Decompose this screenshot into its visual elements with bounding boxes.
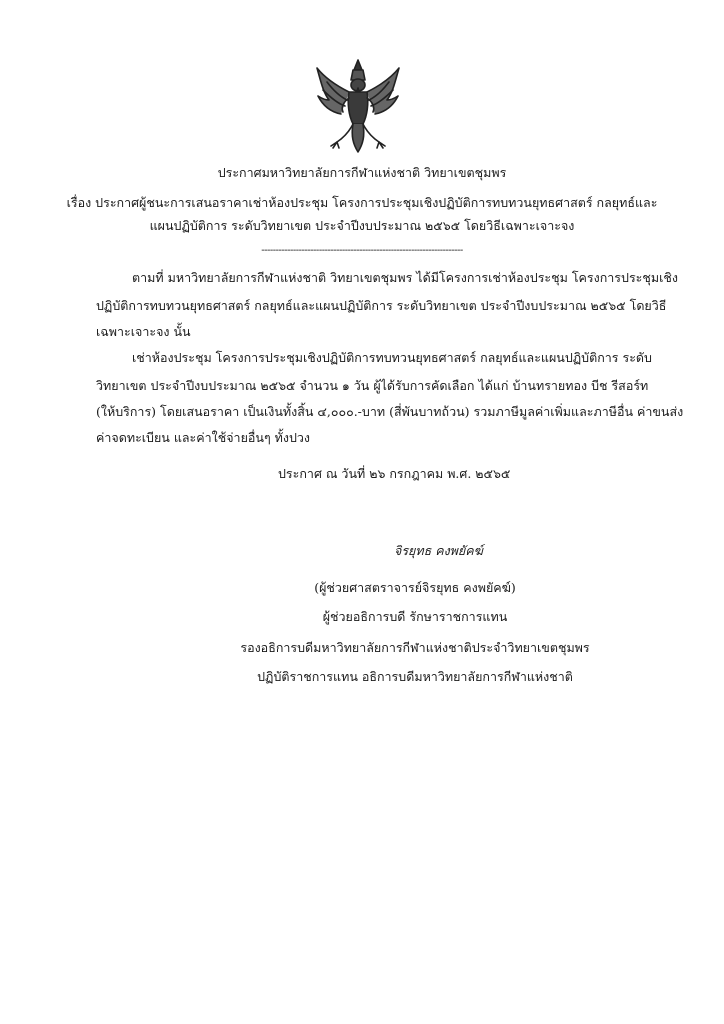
position-2: รองอธิการบดีมหาวิทยาลัยการกีฬาแห่งชาติประจำวิทยาเขตชุมพร (240, 640, 590, 655)
para1-line-2: ปฏิบัติการทบทวนยุทธศาสตร์ กลยุทธ์และแผนปฏิบัติการ ระดับวิทยาเขต ประจำปีงบประมาณ ๒๕๖๕ โดยวิธี (96, 298, 667, 313)
para2-line-3: (ให้บริการ) โดยเสนอราคา เป็นเงินทั้งสิ้น ๔,๐๐๐.-บาท (สี่พันบาทถ้วน) รวมภาษีมูลค่าเพิ่มและภาษีอื่น ค่าขนส่ง (96, 404, 684, 419)
signed-name: จิรยุทธ คงพยัคฆ์ (394, 543, 483, 558)
para2-line-4: ค่าจดทะเบียน และค่าใช้จ่ายอื่นๆ ทั้งปวง (96, 430, 311, 445)
para1-line-1: ตามที่ มหาวิทยาลัยการกีฬาแห่งชาติ วิทยาเขตชุมพร ได้มีโครงการเช่าห้องประชุม โครงการประชุมเชิง (132, 270, 678, 285)
para2-line-2: วิทยาเขต ประจำปีงบประมาณ ๒๕๖๕ จำนวน ๑ วัน ผู้ได้รับการคัดเลือก ได้แก่ บ้านทรายทอง บีช รีสอร์ท (96, 378, 649, 393)
garuda-emblem-icon (313, 58, 403, 154)
printed-name: (ผู้ช่วยศาสตราจารย์จิรยุทธ คงพยัคฆ์) (314, 580, 516, 595)
announcement-title: ประกาศมหาวิทยาลัยการกีฬาแห่งชาติ วิทยาเขตชุมพร (217, 165, 507, 180)
subject-line-1: เรื่อง ประกาศผู้ชนะการเสนอราคาเช่าห้องประชุม โครงการประชุมเชิงปฏิบัติการทบทวนยุทธศาสตร์ กลยุทธ์และ (66, 195, 658, 210)
position-3: ปฏิบัติราชการแทน อธิการบดีมหาวิทยาลัยการกีฬาแห่งชาติ (257, 669, 573, 684)
announce-date: ประกาศ ณ วันที่ ๒๖ กรกฎาคม พ.ศ. ๒๕๖๕ (278, 466, 511, 481)
subject-line-2: แผนปฏิบัติการ ระดับวิทยาเขต ประจำปีงบประมาณ ๒๕๖๕ โดยวิธีเฉพาะเจาะจง (149, 218, 575, 233)
divider: ---------------------------------------------------------------------- (261, 245, 463, 256)
position-1: ผู้ช่วยอธิการบดี รักษาราชการแทน (322, 609, 508, 624)
para2-line-1: เช่าห้องประชุม โครงการประชุมเชิงปฏิบัติการทบทวนยุทธศาสตร์ กลยุทธ์และแผนปฏิบัติการ ระดับ (132, 350, 652, 365)
para1-line-3: เฉพาะเจาะจง นั้น (96, 324, 191, 339)
